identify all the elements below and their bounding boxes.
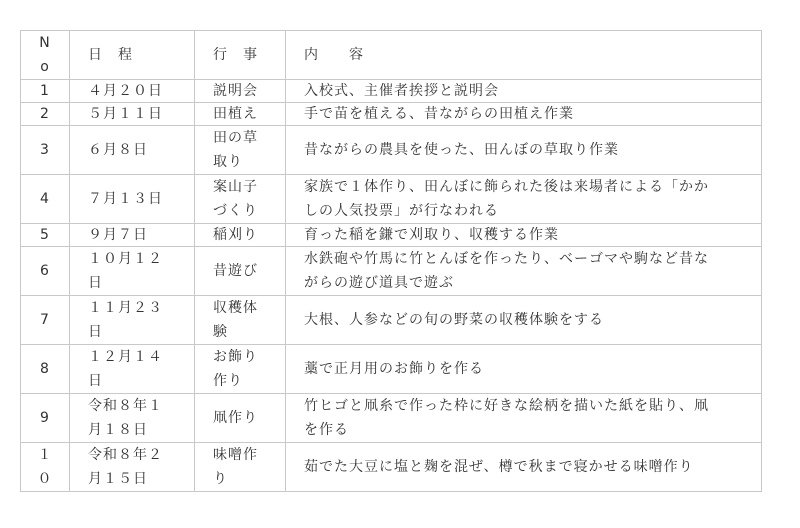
row-no: 7 xyxy=(21,296,70,345)
row-event: 説明会 xyxy=(195,80,286,103)
row-date: ４月２０日 xyxy=(70,80,195,103)
row-event: 凧作り xyxy=(195,394,286,443)
header-no: N o xyxy=(21,31,70,80)
row-date: ５月１１日 xyxy=(70,103,195,126)
row-content: 手で苗を植える、昔ながらの田植え作業 xyxy=(286,103,762,126)
table-row xyxy=(21,296,762,345)
row-content: 大根、人参などの旬の野菜の収穫体験をする xyxy=(286,296,762,345)
header-content: 内 容 xyxy=(286,31,762,80)
row-content: 水鉄砲や竹馬に竹とんぼを作ったり、ベーゴマや駒など昔な がらの遊び道具で遊ぶ xyxy=(286,247,762,296)
row-no: 9 xyxy=(21,394,70,443)
row-no: 6 xyxy=(21,247,70,296)
row-event: 収穫体 験 xyxy=(195,296,286,345)
row-no: 3 xyxy=(21,126,70,175)
row-date: ９月７日 xyxy=(70,224,195,247)
table-row xyxy=(21,126,762,175)
schedule-table xyxy=(20,30,762,492)
row-date: 令和８年２ 月１５日 xyxy=(70,443,195,492)
row-content: 入校式、主催者挨拶と説明会 xyxy=(286,80,762,103)
row-no: 2 xyxy=(21,103,70,126)
table-row xyxy=(21,247,762,296)
row-content: 竹ヒゴと凧糸で作った枠に好きな絵柄を描いた紙を貼り、凧 を作る xyxy=(286,394,762,443)
table-row xyxy=(21,224,762,247)
row-date: ６月８日 xyxy=(70,126,195,175)
row-event: 田の草 取り xyxy=(195,126,286,175)
table-row xyxy=(21,345,762,394)
header-date: 日 程 xyxy=(70,31,195,80)
row-no: 5 xyxy=(21,224,70,247)
table-row xyxy=(21,80,762,103)
row-date: １１月２３ 日 xyxy=(70,296,195,345)
row-event: 味噌作 り xyxy=(195,443,286,492)
row-content: 茹でた大豆に塩と麹を混ぜ、樽で秋まで寝かせる味噌作り xyxy=(286,443,762,492)
row-event: 案山子 づくり xyxy=(195,175,286,224)
row-event: お飾り 作り xyxy=(195,345,286,394)
row-event: 稲刈り xyxy=(195,224,286,247)
header-event: 行 事 xyxy=(195,31,286,80)
row-content: 育った稲を鎌で刈取り、収穫する作業 xyxy=(286,224,762,247)
table-header-row xyxy=(21,31,762,80)
row-no: 4 xyxy=(21,175,70,224)
row-date: ７月１３日 xyxy=(70,175,195,224)
row-no: 8 xyxy=(21,345,70,394)
row-no: 1 xyxy=(21,80,70,103)
table-row xyxy=(21,175,762,224)
row-content: 藁で正月用のお飾りを作る xyxy=(286,345,762,394)
row-content: 昔ながらの農具を使った、田んぼの草取り作業 xyxy=(286,126,762,175)
row-no: １ ０ xyxy=(21,443,70,492)
table-row xyxy=(21,443,762,492)
row-date: １２月１４ 日 xyxy=(70,345,195,394)
table-row xyxy=(21,103,762,126)
row-date: １０月１２ 日 xyxy=(70,247,195,296)
table-row xyxy=(21,394,762,443)
row-content: 家族で１体作り、田んぼに飾られた後は来場者による「かか しの人気投票」が行なわれる xyxy=(286,175,762,224)
row-event: 田植え xyxy=(195,103,286,126)
row-date: 令和８年１ 月１８日 xyxy=(70,394,195,443)
row-event: 昔遊び xyxy=(195,247,286,296)
